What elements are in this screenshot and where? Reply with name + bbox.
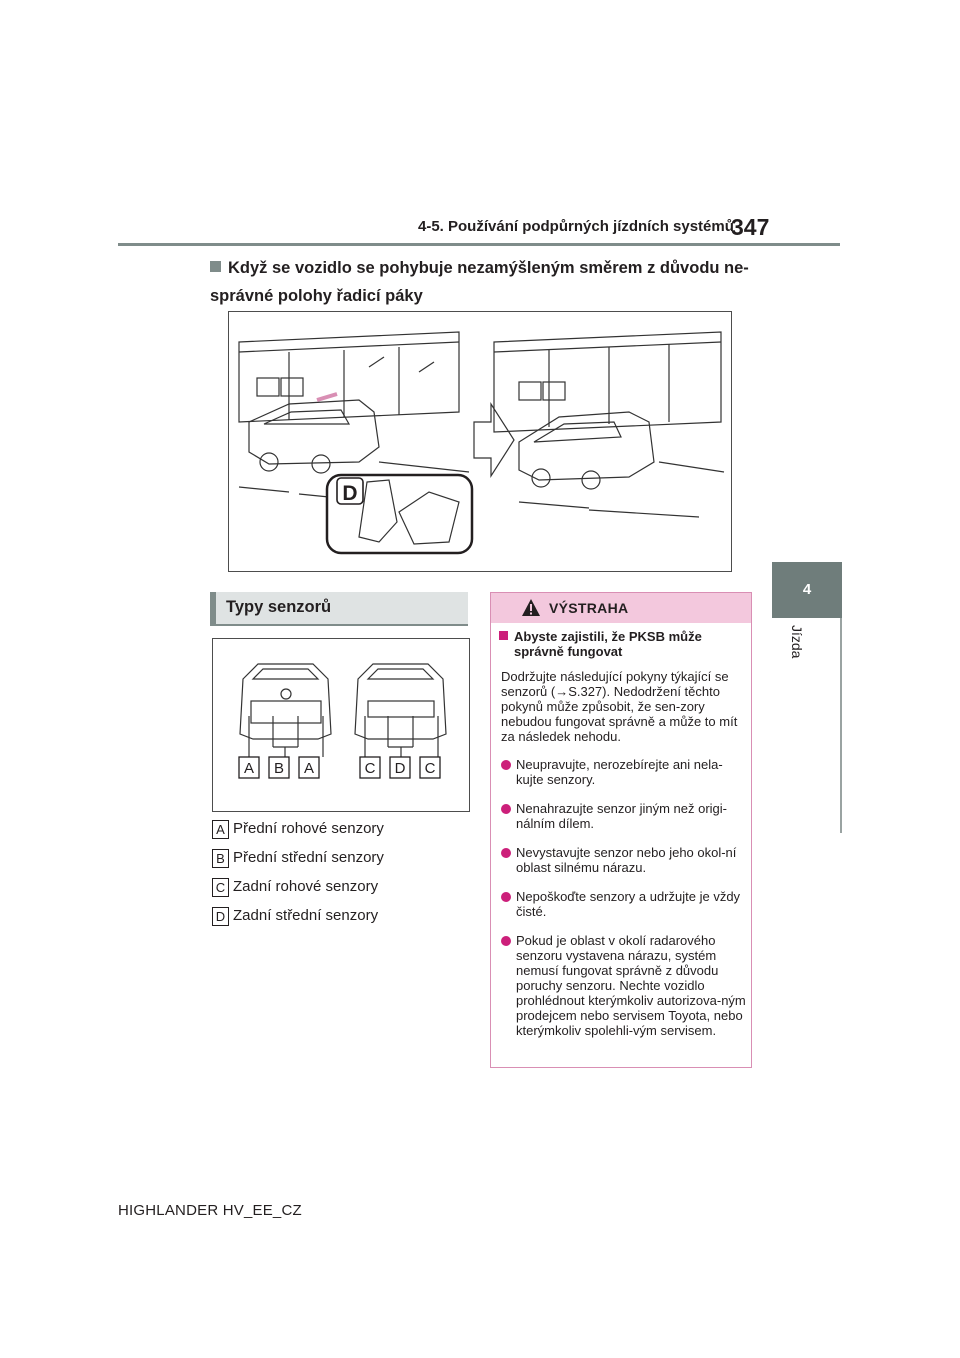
sensor-diagram <box>212 638 470 812</box>
sensor-tag: D <box>394 760 406 777</box>
page-number: 347 <box>731 214 770 240</box>
sensor-tag: C <box>364 760 376 777</box>
legend-tag: A <box>212 820 229 839</box>
warning-header <box>491 593 751 623</box>
chapter-label: Jízda <box>789 625 805 659</box>
warning-bullet-text: Neupravujte, nerozebírejte ani nela-kujte senzory. <box>516 757 723 787</box>
legend-text: Přední rohové senzory <box>233 820 384 837</box>
warning-intro: Dodržujte následující pokyny týkající se senzorů (→S.327). Nedodržení těchto pokynů může způsobit, že sen-zory nebudou fungovat správně a může to mít za následek nehodu. <box>501 669 738 744</box>
warning-triangle-icon <box>521 598 541 617</box>
legend-text: Zadní střední senzory <box>233 907 379 924</box>
warning-bullet <box>501 845 747 875</box>
header-rule <box>118 243 840 246</box>
legend-text: Zadní rohové senzory <box>233 878 379 895</box>
section-title: 4-5. Používání podpůrných jízdních systémů <box>418 218 734 235</box>
types-rule <box>210 624 468 626</box>
warning-subheading-text: Abyste zajistili, že PKSB může správně fungovat <box>514 629 702 659</box>
bullet-dot-icon <box>501 892 511 902</box>
chapter-tab: 4 <box>772 562 842 618</box>
warning-bullet-text: Pokud je oblast v okolí radarového senzoru vystavena nárazu, systém nemusí fungovat správně z důvodu poruchy senzoru. Nechte vozidlo prohlédnout kterýmkoliv autorizova-ným prodejcem nebo servisem Toyota, nebo kterýmkoliv spolehli-vým servisem. <box>516 933 746 1038</box>
section-heading-text: Když se vozidlo se pohybuje nezamýšleným směrem z důvodu ne-správné polohy řadicí páky <box>210 259 749 305</box>
warning-bullet-text: Nenahrazujte senzor jiným než origi-nálním dílem. <box>516 801 727 831</box>
warning-title: VÝSTRAHA <box>549 600 629 616</box>
sensor-diagram-drawing <box>213 639 469 811</box>
gear-position-label: D <box>342 482 358 505</box>
warning-bullet <box>501 933 747 1038</box>
bullet-dot-icon <box>501 760 511 770</box>
illustration-drawing <box>229 312 731 571</box>
sensor-tag: A <box>243 760 255 777</box>
sensor-tag: A <box>303 760 315 777</box>
heading-square-icon <box>210 261 221 272</box>
chapter-tab-line <box>840 618 842 833</box>
sensor-tag: C <box>424 760 436 777</box>
sensor-tag: B <box>273 760 285 777</box>
warning-bullet-text: Nepoškoďte senzory a udržujte je vždy čisté. <box>516 889 741 919</box>
footer-model-code: HIGHLANDER HV_EE_CZ <box>118 1202 302 1219</box>
warning-box <box>490 592 752 1068</box>
section-heading <box>210 254 750 310</box>
bullet-dot-icon <box>501 936 511 946</box>
bullet-dot-icon <box>501 804 511 814</box>
warning-subheading <box>499 629 744 659</box>
illustration-unintended-movement <box>228 311 732 572</box>
legend-tag: D <box>212 907 229 926</box>
warning-bullet <box>501 757 747 787</box>
warning-bullet <box>501 889 747 919</box>
types-heading <box>210 592 468 624</box>
legend-tag: C <box>212 878 229 897</box>
subheading-square-icon <box>499 631 508 640</box>
legend-tag: B <box>212 849 229 868</box>
warning-bullet-text: Nevystavujte senzor nebo jeho okol-ní oblast silnému nárazu. <box>516 845 737 875</box>
warning-bullet <box>501 801 747 831</box>
types-heading-text: Typy senzorů <box>226 598 332 616</box>
legend-text: Přední střední senzory <box>233 849 384 866</box>
bullet-dot-icon <box>501 848 511 858</box>
